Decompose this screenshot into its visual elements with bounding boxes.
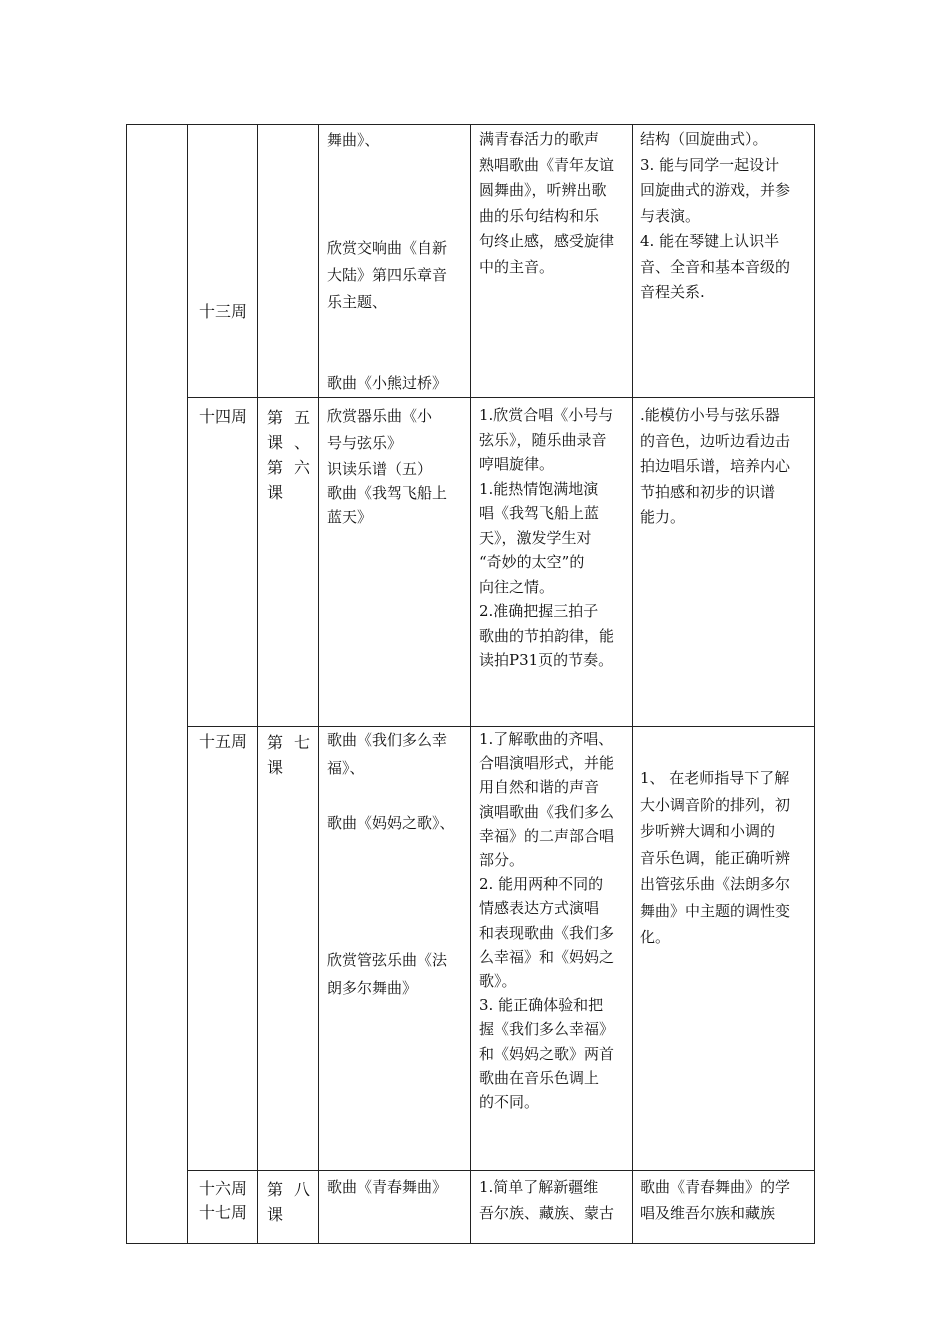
goal-cell: 歌曲《青春舞曲》的学 唱及维吾尔族和藏族 (640, 1178, 791, 1222)
content-cell: 歌曲《我们多么幸 福》、 歌曲《妈妈之歌》、 欣赏管弦乐曲《法 朗多尔舞曲》 (327, 731, 455, 997)
lesson-cell: 第八 课 (267, 1180, 322, 1224)
week-cell: 十五周 (199, 732, 248, 751)
column-border (470, 125, 471, 1243)
column-border (257, 125, 258, 1243)
method-cell: 1.了解歌曲的齐唱、 合唱演唱形式，并能 用自然和谐的声音 演唱歌曲《我们多么 幸福》的二声部合唱 部分。 2. 能用两种不同的 情感表达方式演唱 和表现歌曲《我们多 么幸福》和《妈妈之 歌》。 3. 能正确体验和把 握《我们多么幸福》 和《妈妈之歌》两首 歌曲在音乐色调上 的不同。 (479, 730, 615, 1112)
column-border (318, 125, 319, 1243)
lesson-cell: 第五 课、 第六 课 (267, 408, 322, 502)
content-cell: 歌曲《青春舞曲》 (327, 1178, 448, 1196)
week-cell: 十三周 (199, 302, 248, 321)
row-border (188, 1170, 814, 1171)
method-cell: 满青春活力的歌声 熟唱歌曲《青年友谊 圆舞曲》，听辨出歌 曲的乐句结构和乐 句终止感，感受旋律 中的主音。 (479, 130, 615, 276)
course-schedule-table (126, 124, 815, 1244)
goal-cell: .能模仿小号与弦乐器 的音色，边听边看边击 拍边唱乐谱，培养内心 节拍感和初步的识谱 能力。 (640, 406, 791, 526)
row-border (188, 397, 814, 398)
content-cell: 欣赏器乐曲《小 号与弦乐》 识读乐谱（五） 歌曲《我驾飞船上 蓝天》 (327, 407, 448, 526)
method-cell: 1.欣赏合唱《小号与 弦乐》，随乐曲录音 哼唱旋律。 1.能热情饱满地演 唱《我驾飞船上蓝 天》，激发学生对 “奇妙的太空”的 向往之情。 2.准确把握三拍子 歌曲的节拍韵律，能 读拍P31页的节奏。 (479, 406, 615, 669)
column-border (632, 125, 633, 1243)
goal-cell: 1、 在老师指导下了解 大小调音阶的排列，初 步听辨大调和小调的 音乐色调，能正确听辨 出管弦乐曲《法朗多尔 舞曲》中主题的调性变 化。 (640, 769, 791, 946)
method-cell: 1.简单了解新疆维 吾尔族、藏族、蒙古 (479, 1178, 615, 1222)
goal-cell: 结构（回旋曲式）。 3. 能与同学一起设计 回旋曲式的游戏，并参 与表演。 4. 能在琴键上认识半 音、全音和基本音级的 音程关系. (640, 130, 791, 301)
lesson-cell: 第七 课 (267, 733, 322, 777)
column-border (187, 125, 188, 1243)
content-cell: 舞曲》、 欣赏交响曲《自新 大陆》第四乐章音 乐主题、 歌曲《小熊过桥》 (327, 131, 448, 392)
week-cell: 十六周 十七周 (199, 1179, 248, 1222)
week-cell: 十四周 (199, 407, 248, 426)
